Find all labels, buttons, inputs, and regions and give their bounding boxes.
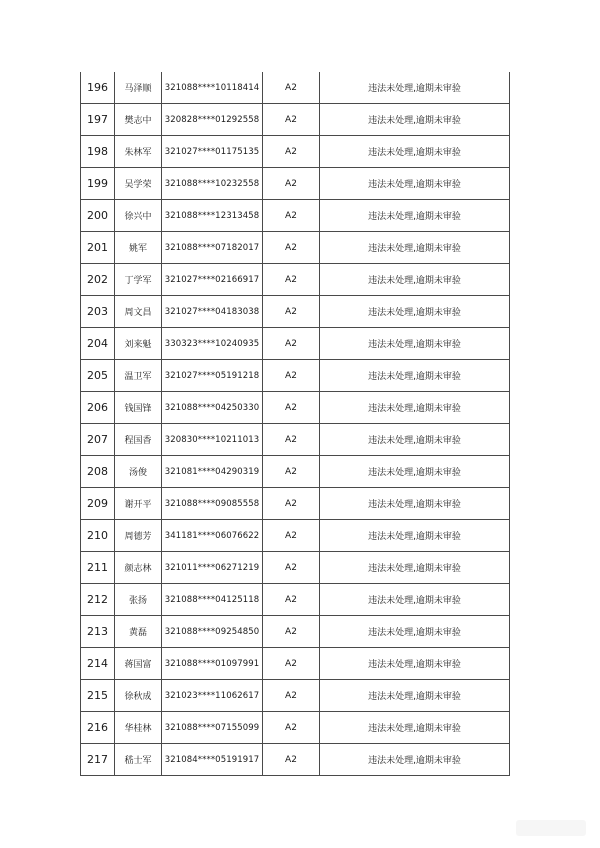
id-number: 321088****04125118: [162, 584, 263, 616]
status-text: 违法未处理,逾期未审验: [320, 648, 510, 680]
row-number: 200: [81, 200, 115, 232]
id-number: 341181****06076622: [162, 520, 263, 552]
person-name: 程国香: [115, 424, 162, 456]
table-row: [81, 168, 510, 200]
id-number: 321088****07182017: [162, 232, 263, 264]
row-number: 199: [81, 168, 115, 200]
table-row: [81, 488, 510, 520]
status-text: 违法未处理,逾期未审验: [320, 616, 510, 648]
id-number: 321011****06271219: [162, 552, 263, 584]
license-class: A2: [263, 296, 320, 328]
row-number: 207: [81, 424, 115, 456]
id-number: 321088****10232558: [162, 168, 263, 200]
person-name: 蒋国富: [115, 648, 162, 680]
license-class: A2: [263, 360, 320, 392]
person-name: 刘来魁: [115, 328, 162, 360]
row-number: 211: [81, 552, 115, 584]
license-class: A2: [263, 328, 320, 360]
table-row: [81, 648, 510, 680]
license-class: A2: [263, 712, 320, 744]
status-text: 违法未处理,逾期未审验: [320, 72, 510, 104]
status-text: 违法未处理,逾期未审验: [320, 296, 510, 328]
row-number: 216: [81, 712, 115, 744]
table-row: [81, 136, 510, 168]
license-class: A2: [263, 680, 320, 712]
license-class: A2: [263, 104, 320, 136]
person-name: 朱林军: [115, 136, 162, 168]
table-row: [81, 584, 510, 616]
status-text: 违法未处理,逾期未审验: [320, 744, 510, 776]
table-row: [81, 552, 510, 584]
row-number: 214: [81, 648, 115, 680]
person-name: 周文昌: [115, 296, 162, 328]
status-text: 违法未处理,逾期未审验: [320, 424, 510, 456]
table-row: [81, 328, 510, 360]
id-number: 321027****02166917: [162, 264, 263, 296]
person-name: 华桂林: [115, 712, 162, 744]
records-table-body: [81, 72, 510, 776]
row-number: 209: [81, 488, 115, 520]
table-row: [81, 616, 510, 648]
person-name: 张扬: [115, 584, 162, 616]
table-row: [81, 520, 510, 552]
status-text: 违法未处理,逾期未审验: [320, 552, 510, 584]
status-text: 违法未处理,逾期未审验: [320, 232, 510, 264]
person-name: 温卫军: [115, 360, 162, 392]
status-text: 违法未处理,逾期未审验: [320, 584, 510, 616]
row-number: 208: [81, 456, 115, 488]
status-text: 违法未处理,逾期未审验: [320, 712, 510, 744]
row-number: 210: [81, 520, 115, 552]
license-class: A2: [263, 488, 320, 520]
row-number: 201: [81, 232, 115, 264]
table-row: [81, 104, 510, 136]
table-row: [81, 296, 510, 328]
person-name: 汤俊: [115, 456, 162, 488]
license-class: A2: [263, 136, 320, 168]
status-text: 违法未处理,逾期未审验: [320, 264, 510, 296]
license-class: A2: [263, 392, 320, 424]
id-number: 320830****10211013: [162, 424, 263, 456]
id-number: 321088****10118414: [162, 72, 263, 104]
row-number: 203: [81, 296, 115, 328]
status-text: 违法未处理,逾期未审验: [320, 680, 510, 712]
license-class: A2: [263, 616, 320, 648]
row-number: 198: [81, 136, 115, 168]
id-number: 321027****04183038: [162, 296, 263, 328]
row-number: 202: [81, 264, 115, 296]
status-text: 违法未处理,逾期未审验: [320, 104, 510, 136]
status-text: 违法未处理,逾期未审验: [320, 200, 510, 232]
table-row: [81, 392, 510, 424]
row-number: 212: [81, 584, 115, 616]
person-name: 颜志林: [115, 552, 162, 584]
table-row: [81, 264, 510, 296]
row-number: 196: [81, 72, 115, 104]
table-row: [81, 200, 510, 232]
id-number: 321081****04290319: [162, 456, 263, 488]
person-name: 樊志中: [115, 104, 162, 136]
id-number: 321084****05191917: [162, 744, 263, 776]
id-number: 321088****04250330: [162, 392, 263, 424]
table-row: [81, 360, 510, 392]
person-name: 马泽顺: [115, 72, 162, 104]
id-number: 321088****09085558: [162, 488, 263, 520]
table-row: [81, 712, 510, 744]
id-number: 321088****07155099: [162, 712, 263, 744]
license-class: A2: [263, 744, 320, 776]
table-row: [81, 456, 510, 488]
id-number: 321088****12313458: [162, 200, 263, 232]
person-name: 钱国锋: [115, 392, 162, 424]
person-name: 谢开平: [115, 488, 162, 520]
id-number: 321088****09254850: [162, 616, 263, 648]
status-text: 违法未处理,逾期未审验: [320, 328, 510, 360]
row-number: 206: [81, 392, 115, 424]
row-number: 204: [81, 328, 115, 360]
license-class: A2: [263, 424, 320, 456]
person-name: 徐兴中: [115, 200, 162, 232]
license-class: A2: [263, 264, 320, 296]
row-number: 213: [81, 616, 115, 648]
records-table: [80, 72, 510, 776]
person-name: 姚军: [115, 232, 162, 264]
table-row: [81, 232, 510, 264]
license-class: A2: [263, 520, 320, 552]
license-class: A2: [263, 552, 320, 584]
id-number: 320828****01292558: [162, 104, 263, 136]
table-row: [81, 424, 510, 456]
row-number: 215: [81, 680, 115, 712]
license-class: A2: [263, 232, 320, 264]
table-row: [81, 680, 510, 712]
row-number: 205: [81, 360, 115, 392]
person-name: 嵇士军: [115, 744, 162, 776]
id-number: 321027****01175135: [162, 136, 263, 168]
person-name: 丁学军: [115, 264, 162, 296]
license-class: A2: [263, 584, 320, 616]
table-row: [81, 744, 510, 776]
id-number: 321023****11062617: [162, 680, 263, 712]
person-name: 周德芳: [115, 520, 162, 552]
status-text: 违法未处理,逾期未审验: [320, 520, 510, 552]
table-row: [81, 72, 510, 104]
id-number: 330323****10240935: [162, 328, 263, 360]
person-name: 徐秋成: [115, 680, 162, 712]
status-text: 违法未处理,逾期未审验: [320, 392, 510, 424]
status-text: 违法未处理,逾期未审验: [320, 360, 510, 392]
license-class: A2: [263, 648, 320, 680]
license-class: A2: [263, 72, 320, 104]
watermark-logo: [516, 818, 586, 838]
status-text: 违法未处理,逾期未审验: [320, 456, 510, 488]
license-class: A2: [263, 200, 320, 232]
id-number: 321088****01097991: [162, 648, 263, 680]
row-number: 197: [81, 104, 115, 136]
person-name: 吴学荣: [115, 168, 162, 200]
license-class: A2: [263, 168, 320, 200]
row-number: 217: [81, 744, 115, 776]
status-text: 违法未处理,逾期未审验: [320, 168, 510, 200]
id-number: 321027****05191218: [162, 360, 263, 392]
status-text: 违法未处理,逾期未审验: [320, 488, 510, 520]
license-class: A2: [263, 456, 320, 488]
person-name: 黄磊: [115, 616, 162, 648]
status-text: 违法未处理,逾期未审验: [320, 136, 510, 168]
